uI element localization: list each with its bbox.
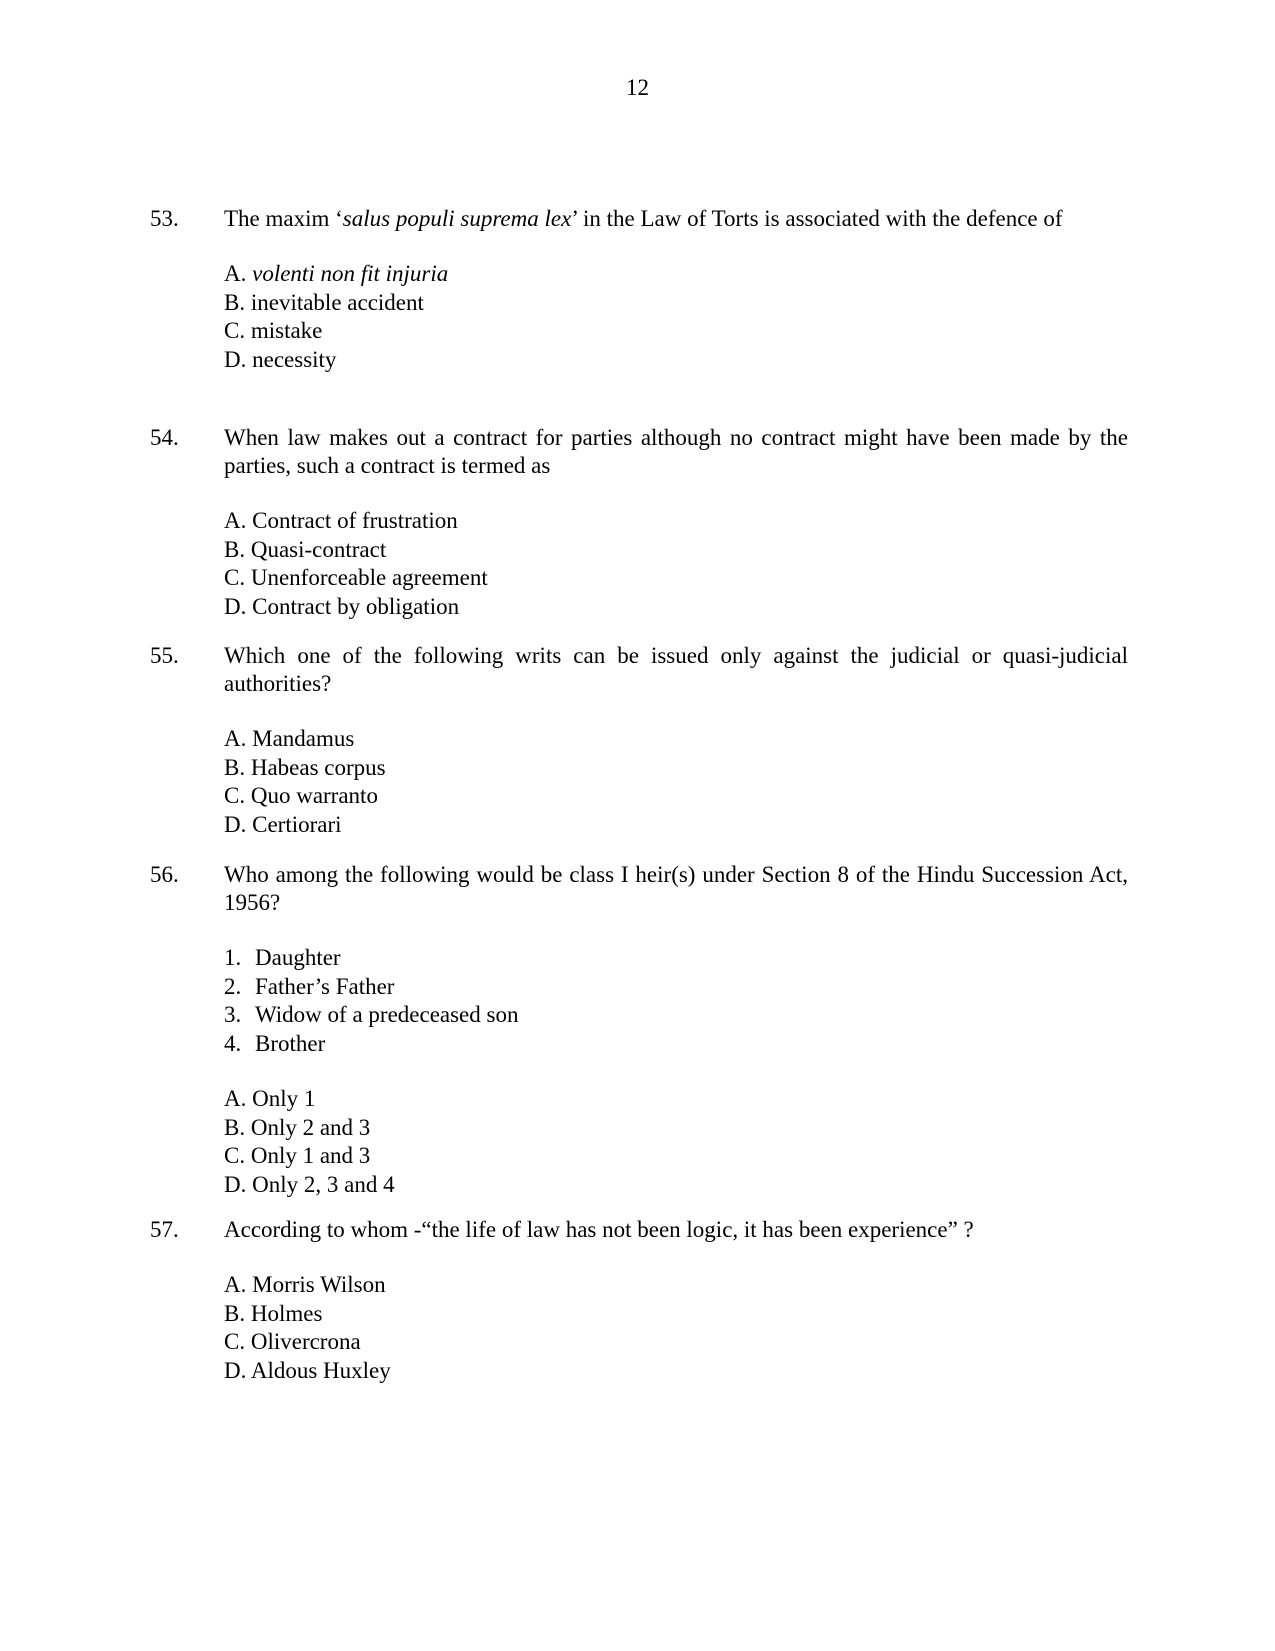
option-a[interactable]: A. volenti non fit injuria: [224, 261, 449, 286]
option-b[interactable]: B. inevitable accident: [224, 289, 424, 315]
question-number: 56.: [150, 862, 179, 887]
page-number: 12: [626, 75, 649, 100]
question-54: [150, 424, 1128, 621]
question-text: Who among the following would be class I heir(s) under Section 8 of the Hindu Succession Act, 1956?: [224, 862, 1128, 915]
option-d[interactable]: D. Only 2, 3 and 4: [224, 1171, 395, 1197]
option-a[interactable]: A. Only 1: [224, 1086, 316, 1111]
question-56: [150, 861, 1128, 1199]
question-number: 53.: [150, 206, 179, 231]
option-c[interactable]: C. mistake: [224, 318, 323, 343]
option-d[interactable]: D. Certiorari: [224, 811, 342, 837]
option-d[interactable]: D. Aldous Huxley: [224, 1357, 391, 1383]
option-b[interactable]: B. Habeas corpus: [224, 754, 386, 780]
option-c[interactable]: C. Only 1 and 3: [224, 1143, 371, 1168]
statement-item: 3. Widow of a predeceased son: [224, 1002, 519, 1027]
question-number: 55.: [150, 643, 179, 668]
option-c[interactable]: C. Unenforceable agreement: [224, 565, 488, 590]
statement-item: 2. Father’s Father: [224, 973, 395, 999]
question-text: According to whom -“the life of law has not been logic, it has been experience” ?: [224, 1217, 974, 1242]
statement-item: 1. Daughter: [224, 945, 341, 970]
question-number: 57.: [150, 1217, 179, 1242]
question-57: [150, 1216, 1128, 1385]
answer-options: [224, 725, 1128, 839]
option-c[interactable]: C. Quo warranto: [224, 783, 378, 808]
statement-list: [224, 944, 1128, 1058]
option-b[interactable]: B. Quasi-contract: [224, 536, 387, 562]
option-b[interactable]: B. Holmes: [224, 1300, 323, 1326]
option-d[interactable]: D. necessity: [224, 346, 337, 372]
question-text: When law makes out a contract for parties although no contract might have been made by the parties, such a contract is termed as: [224, 425, 1128, 478]
option-b[interactable]: B. Only 2 and 3: [224, 1114, 371, 1140]
question-number: 54.: [150, 425, 179, 450]
question-text: Which one of the following writs can be issued only against the judicial or quasi-judicial authorities?: [224, 643, 1128, 696]
answer-options: [224, 507, 1128, 621]
statement-item: 4. Brother: [224, 1030, 326, 1056]
question-text: The maxim ‘salus populi suprema lex’ in the Law of Torts is associated with the defence of: [224, 206, 1063, 231]
option-a[interactable]: A. Mandamus: [224, 726, 355, 751]
answer-options: [224, 1271, 1128, 1385]
answer-options: [224, 260, 1128, 374]
option-c[interactable]: C. Olivercrona: [224, 1329, 361, 1354]
question-55: [150, 642, 1128, 839]
question-53: [150, 205, 1128, 374]
option-d[interactable]: D. Contract by obligation: [224, 593, 460, 619]
option-a[interactable]: A. Morris Wilson: [224, 1272, 386, 1297]
option-a[interactable]: A. Contract of frustration: [224, 508, 458, 533]
answer-options: [224, 1085, 1128, 1199]
